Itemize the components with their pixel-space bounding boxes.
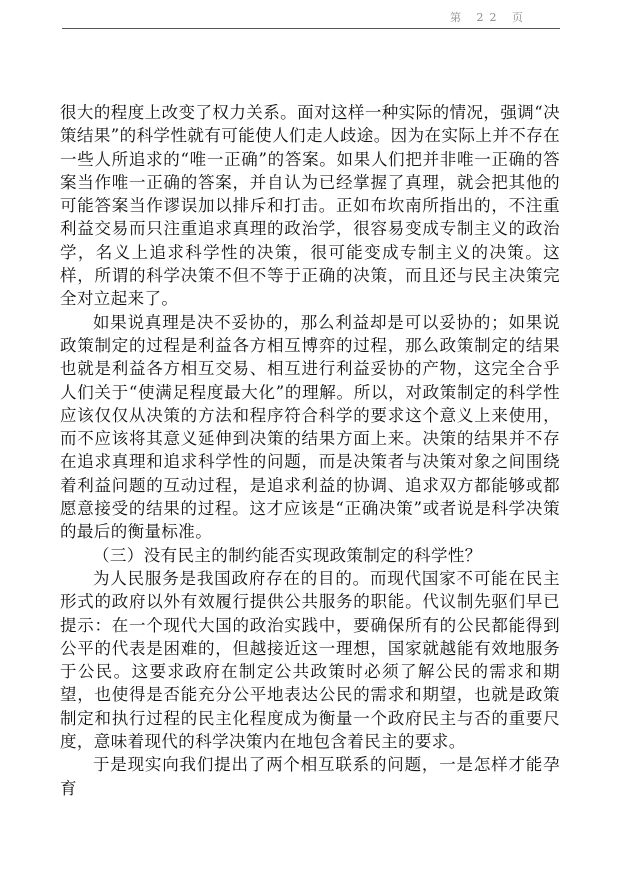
section-heading: （三）没有民主的制约能否实现政策制定的科学性？ [93, 545, 482, 565]
paragraph: 于是现实向我们提出了两个相互联系的问题，一是怎样才能孕育 [60, 755, 560, 798]
body-text [60, 101, 560, 800]
header-rule [62, 28, 560, 29]
page-number-header: 第 22 页 [450, 11, 529, 24]
paragraph: 为人民服务是我国政府存在的目的。而现代国家不可能在民主形式的政府以外有效履行提供公共服务的职能。代议制先驱们早已提示：在一个现代大国的政治实践中，要确保所有的公民都能得到公平的代表是困难的，但越接近这一理想，国家就越能有效地服务于公民。这要求政府在制定公共政策时必须了解公民的需求和期望，也使得是否能充分公平地表达公民的需求和期望，也就是政策制定和执行过程的民主化程度成为衡量一个政府民主与否的重要尺度，意味着现代的科学决策内在地包含着民主的要求。 [60, 568, 560, 752]
paragraph-continuation: 很大的程度上改变了权力关系。面对这样一种实际的情况，强调“决策结果”的科学性就有可能使人们走人歧途。因为在实际上并不存在一些人所追求的“唯一正确”的答案。如果人们把并非唯一正确的答案当作唯一正确的答案，并自认为已经掌握了真理，就会把其他的可能答案当作谬误加以排斥和打击。正如布坎南所指出的，不注重利益交易而只注重追求真理的政治学，很容易变成专制主义的政治学，名义上追求科学性的决策，很可能变成专制主义的决策。这样，所谓的科学决策不但不等于正确的决策，而且还与民主决策完全对立起来了。 [60, 103, 560, 309]
paragraph: 如果说真理是决不妥协的，那么利益却是可以妥协的；如果说政策制定的过程是利益各方相互博弈的过程，那么政策制定的结果也就是利益各方相互交易、相互进行利益妥协的产物，这完全合乎人们关于“使满足程度最大化”的理解。所以，对政策制定的科学性应该仅仅从决策的方法和程序符合科学的要求这个意义上来使用，而不应该将其意义延伸到决策的结果方面上来。决策的结果并不存在追求真理和追求科学性的问题，而是决策者与决策对象之间围绕着利益问题的互动过程，是追求利益的协调、追求双方都能够或都愿意接受的结果的过程。这才应该是“正确决策”或者说是科学决策的最后的衡量标准。 [60, 312, 560, 542]
